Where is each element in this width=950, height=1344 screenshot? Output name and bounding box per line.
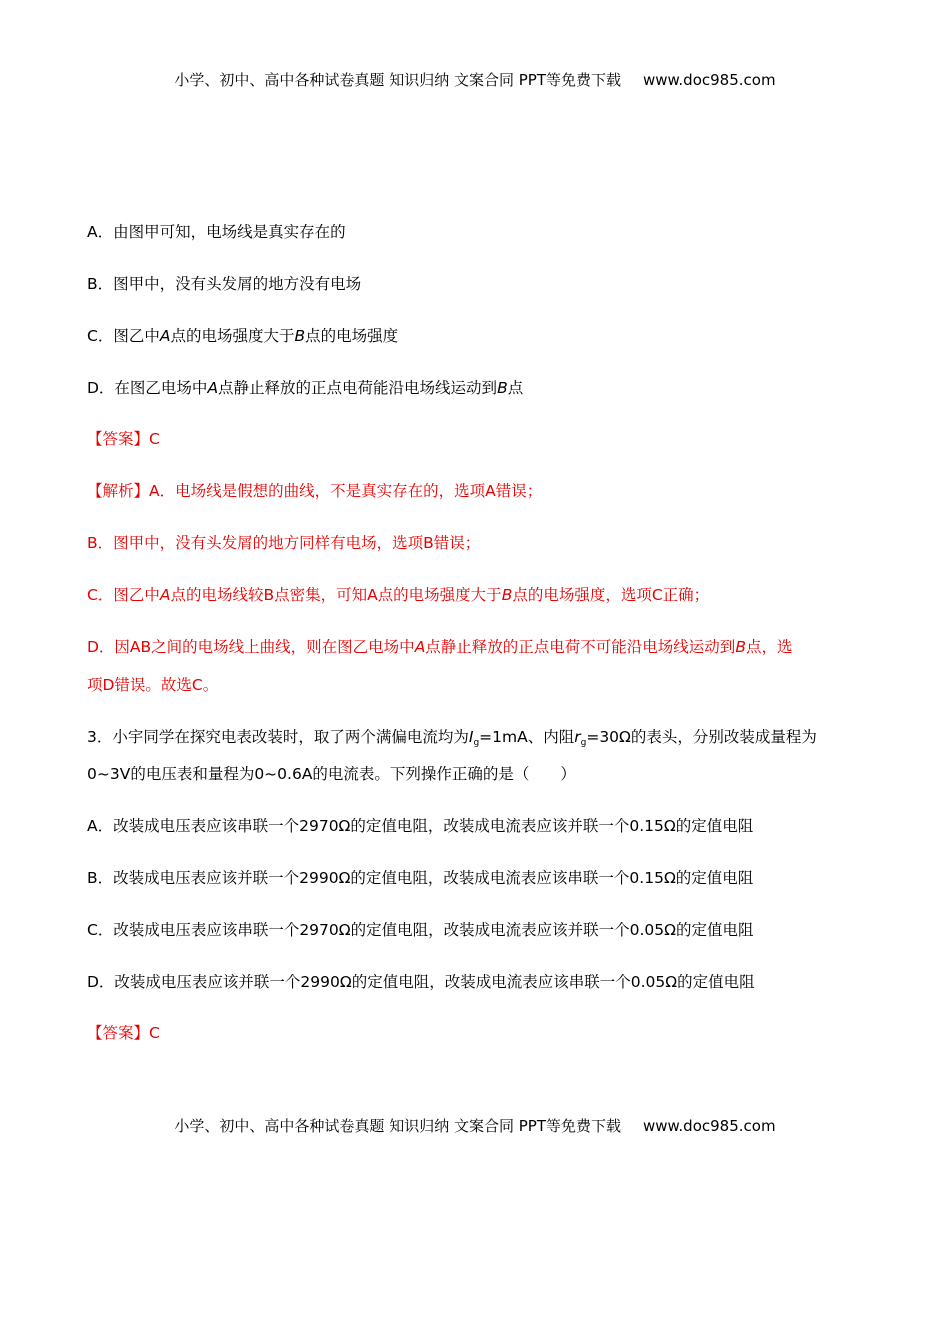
q3-option-d: D．改装成电压表应该并联一个2990Ω的定值电阻，改装成电流表应该串联一个0.05Ω的定值电阻 bbox=[87, 973, 755, 991]
q2-option-b: B．图甲中，没有头发屑的地方没有电场 bbox=[87, 275, 362, 293]
q3-stem-line1: 3．小宇同学在探究电表改装时，取了两个满偏电流均为$I_g=1mA$、内阻$r_g=30\Omega$的表头，分别改装成量程为 bbox=[87, 728, 817, 748]
q2-analysis-b: B．图甲中，没有头发屑的地方同样有电场，选项B错误； bbox=[87, 534, 481, 552]
q3-answer: 【答案】C bbox=[87, 1024, 160, 1042]
q2-answer: 【答案】C bbox=[87, 430, 160, 448]
q3-stem-line2: 0~3V的电压表和量程为0~0.6A的电流表。下列操作正确的是（ ） bbox=[87, 765, 576, 783]
q2-analysis-d-line1: D．因AB之间的电场线上曲线，则在图乙电场中A点静止释放的正点电荷不可能沿电场线运动到B点，选 bbox=[87, 638, 793, 656]
page-header bbox=[0, 69, 950, 90]
q2-option-c: C．图乙中A点的电场强度大于B点的电场强度 bbox=[87, 327, 399, 345]
q2-analysis-c: C．图乙中A点的电场线较B点密集，可知A点的电场强度大于B点的电场强度，选项C正确； bbox=[87, 586, 710, 604]
q3-option-a: A．改装成电压表应该串联一个2970Ω的定值电阻，改装成电流表应该并联一个0.15Ω的定值电阻 bbox=[87, 817, 754, 835]
q3-option-b: B．改装成电压表应该并联一个2990Ω的定值电阻，改装成电流表应该串联一个0.15Ω的定值电阻 bbox=[87, 869, 754, 887]
footer-site: www.doc985.com bbox=[642, 1117, 776, 1135]
q2-option-d: D．在图乙电场中A点静止释放的正点电荷能沿电场线运动到B点 bbox=[87, 379, 524, 397]
header-site: www.doc985.com bbox=[642, 71, 776, 89]
header-text: 小学、初中、高中各种试卷真题 知识归纳 文案合同 PPT等免费下载 bbox=[174, 71, 621, 89]
q2-analysis-a: 【解析】A．电场线是假想的曲线，不是真实存在的，选项A错误； bbox=[87, 482, 543, 500]
q3-option-c: C．改装成电压表应该串联一个2970Ω的定值电阻，改装成电流表应该并联一个0.05Ω的定值电阻 bbox=[87, 921, 754, 939]
q2-analysis-d-line2: 项D错误。故选C。 bbox=[87, 676, 219, 694]
footer-text: 小学、初中、高中各种试卷真题 知识归纳 文案合同 PPT等免费下载 bbox=[174, 1117, 621, 1135]
q2-option-a: A．由图甲可知，电场线是真实存在的 bbox=[87, 223, 346, 241]
page-footer bbox=[0, 1115, 950, 1136]
